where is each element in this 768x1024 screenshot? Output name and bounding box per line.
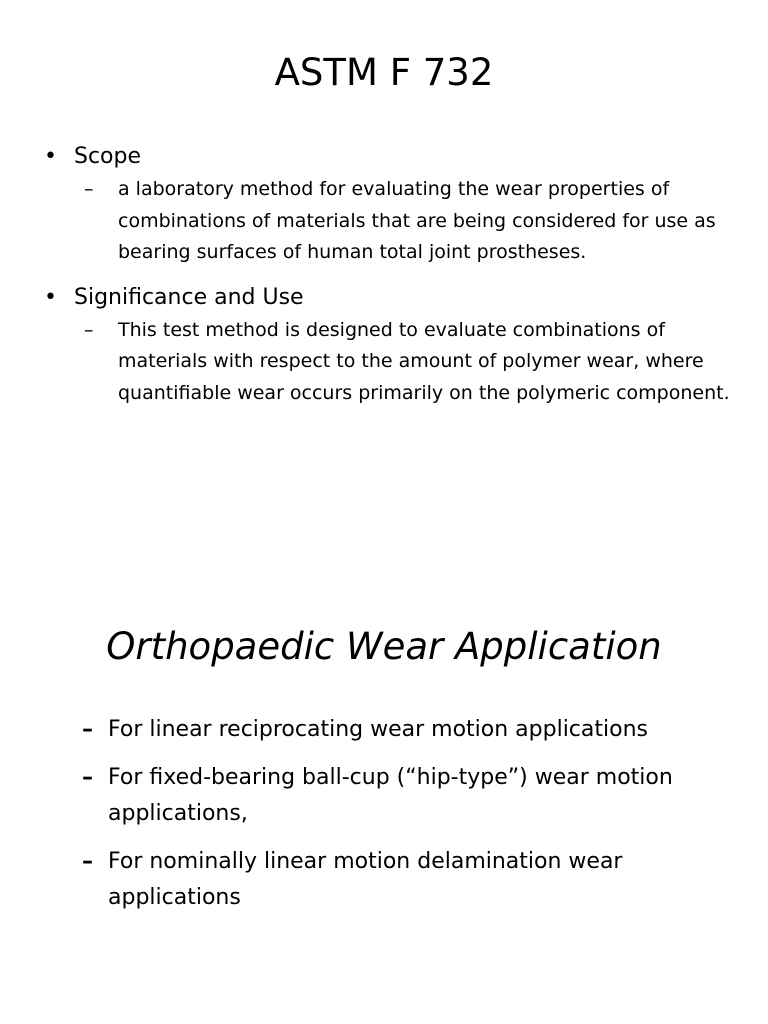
dash-icon: – (82, 849, 93, 874)
sub-item (84, 174, 734, 269)
sub-item-text: This test method is designed to evaluate combinations of materials with respect to the amount of polymer wear, where quantifiable wear occurs primarily on the polymeric component. (118, 318, 730, 404)
bullet-icon: • (44, 284, 57, 310)
application-item (82, 844, 742, 916)
slide-orthopaedic-wear (0, 500, 768, 1024)
application-text: For fixed-bearing ball-cup (“hip-type”) wear motion applications, (108, 765, 673, 826)
dash-icon: – (82, 717, 93, 742)
application-item (82, 760, 742, 832)
dash-icon: – (84, 318, 94, 341)
application-text: For linear reciprocating wear motion applications (108, 717, 648, 742)
bullet-item-significance (44, 281, 734, 410)
bullet-label: Scope (74, 144, 142, 169)
sub-list (74, 315, 734, 410)
bullet-item-scope (44, 140, 734, 269)
slide-title: Orthopaedic Wear Application (106, 625, 662, 668)
slide-title: ASTM F 732 (274, 51, 494, 94)
bullet-label: Significance and Use (74, 284, 304, 310)
dash-icon: – (82, 765, 93, 790)
sub-item (84, 315, 734, 410)
bullet-list (44, 140, 734, 421)
application-list (82, 712, 742, 928)
dash-icon: – (84, 178, 94, 200)
application-item (82, 712, 742, 748)
bullet-icon: • (44, 144, 57, 169)
slide-astm-f732 (0, 0, 768, 500)
sub-list (74, 174, 734, 269)
application-text: For nominally linear motion delamination wear applications (108, 849, 623, 910)
sub-item-text: a laboratory method for evaluating the wear properties of combinations of materials that are being considered for use as bearing surfaces of human total joint prostheses. (118, 178, 716, 263)
